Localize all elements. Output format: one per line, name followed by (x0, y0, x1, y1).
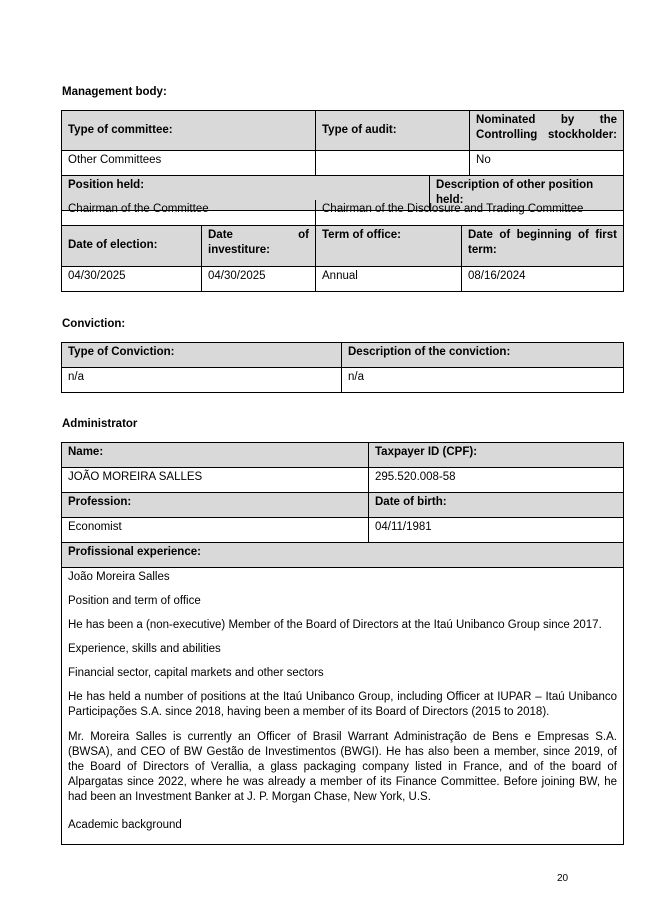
date-beginning-label: Date of beginning of first term: (462, 225, 624, 266)
description-conviction-label: Description of the conviction: (342, 343, 624, 368)
position-held-value: Chairman of the Committee (62, 200, 316, 225)
nominated-label: Nominated by the Controlling stockholder: (470, 111, 624, 151)
description-conviction-value: n/a (342, 368, 624, 393)
management-body-title: Management body: (62, 86, 167, 98)
experience-paragraph: Financial sector, capital markets and other sectors (62, 662, 624, 686)
birth-value: 04/11/1981 (369, 518, 624, 543)
page-number: 20 (557, 873, 569, 884)
experience-paragraph: Academic background (62, 814, 624, 845)
cpf-value: 295.520.008-58 (369, 468, 624, 493)
administrator-title: Administrator (62, 418, 138, 430)
experience-paragraph: Experience, skills and abilities (62, 638, 624, 662)
other-position-value: Chairman of the Disclosure and Trading Committee (316, 200, 624, 225)
term-of-office-value: Annual (316, 266, 462, 291)
date-of-investiture-value: 04/30/2025 (202, 266, 316, 291)
conviction-title: Conviction: (62, 318, 126, 330)
date-of-election-value: 04/30/2025 (62, 266, 202, 291)
name-label: Name: (62, 443, 369, 468)
birth-label: Date of birth: (369, 493, 624, 518)
management-body-table-lower (61, 200, 624, 292)
date-beginning-value: 08/16/2024 (462, 266, 624, 291)
management-body-table (61, 110, 624, 211)
experience-paragraph: He has held a number of positions at the Itaú Unibanco Group, including Officer at IUPAR – Itaú Unibanco Participações S.A. since 2018, having been a member of its Board of Directors (2015 to 2018). (62, 686, 624, 726)
experience-paragraph: Mr. Moreira Salles is currently an Officer of Brasil Warrant Administração de Bens e Empresas S.A. (BWSA), and CEO of BW Gestão de Investimentos (BWGI). He has also been a member, since 2019, of the Board of Directors of Verallia, a glass packaging company listed in France, and of the board of Alpargatas since 2022, where he was already a member of its Finance Committee. Before joining BW, he had been an Investment Banker at J. P. Morgan Chase, New York, U.S. (62, 726, 624, 814)
date-of-election-label: Date of election: (62, 225, 202, 266)
term-of-office-label: Term of office: (316, 225, 462, 266)
type-of-committee-value: Other Committees (62, 151, 316, 176)
type-of-conviction-value: n/a (62, 368, 342, 393)
type-of-audit-value (316, 151, 470, 176)
cpf-label: Taxpayer ID (CPF): (369, 443, 624, 468)
conviction-table (61, 342, 624, 393)
nominated-value: No (470, 151, 624, 176)
experience-label: Profissional experience: (62, 543, 624, 568)
experience-paragraph: Position and term of office (62, 590, 624, 614)
profession-value: Economist (62, 518, 369, 543)
position-held-label: Position held: (62, 176, 430, 211)
type-of-audit-label: Type of audit: (316, 111, 470, 151)
profession-label: Profession: (62, 493, 369, 518)
name-value: JOÃO MOREIRA SALLES (62, 468, 369, 493)
other-position-label: Description of other position held: (430, 176, 624, 211)
type-of-conviction-label: Type of Conviction: (62, 343, 342, 368)
date-of-investiture-label: Date of investiture: (202, 225, 316, 266)
administrator-table (61, 442, 624, 845)
type-of-committee-label: Type of committee: (62, 111, 316, 151)
experience-paragraph: João Moreira Salles (62, 568, 624, 591)
experience-paragraph: He has been a (non-executive) Member of the Board of Directors at the Itaú Unibanco Group since 2017. (62, 614, 624, 638)
